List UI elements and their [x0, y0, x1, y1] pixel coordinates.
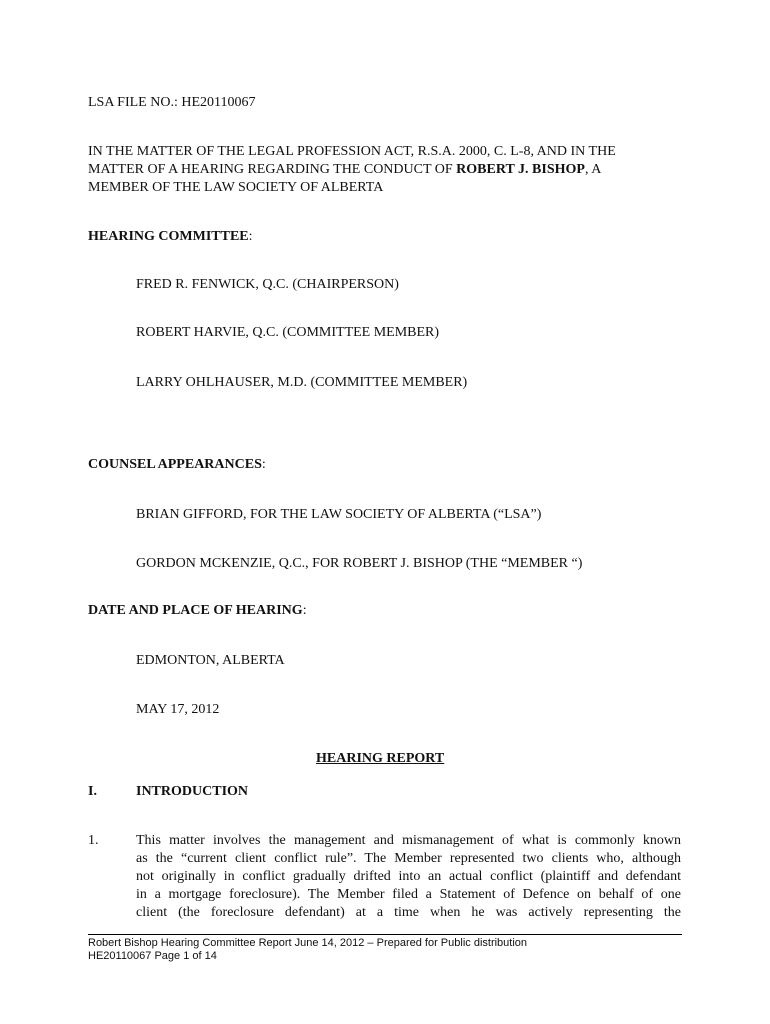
paragraph-line: as the “current client conflict rule”. The Member represented two clients who, although — [136, 851, 681, 866]
matter-line-2 — [88, 161, 601, 179]
counsel-appearances-heading — [88, 456, 266, 474]
footer-divider — [88, 934, 682, 935]
footer-page-number: HE20110067 Page 1 of 14 — [88, 950, 217, 962]
file-number: LSA FILE NO.: HE20110067 — [88, 95, 256, 110]
hearing-place: EDMONTON, ALBERTA — [136, 653, 285, 668]
counsel-member: GORDON MCKENZIE, Q.C., FOR ROBERT J. BISHOP (THE “MEMBER “) — [136, 556, 583, 571]
footer-line-1: Robert Bishop Hearing Committee Report June 14, 2012 – Prepared for Public distribution — [88, 937, 528, 949]
matter-line-2-text: MATTER OF A HEARING REGARDING THE CONDUCT OF — [88, 162, 457, 177]
paragraph-body — [136, 832, 681, 922]
counsel-lsa: BRIAN GIFFORD, FOR THE LAW SOCIETY OF ALBERTA (“LSA”) — [136, 507, 542, 522]
hearing-date: MAY 17, 2012 — [136, 702, 220, 717]
paragraph-line: not originally in conflict gradually drifted into an actual conflict (plaintiff and defendant — [136, 869, 681, 884]
paragraph-line: client (the foreclosure defendant) at a time when he was actively representing the — [136, 905, 681, 920]
counsel-appearances-colon: : — [261, 457, 266, 472]
paragraph-number: 1. — [88, 833, 99, 848]
counsel-appearances-label: COUNSEL APPEARANCES — [88, 457, 262, 472]
date-place-colon: : — [302, 603, 307, 618]
section-title: INTRODUCTION — [136, 784, 249, 799]
paragraph-line: This matter involves the management and mismanagement of what is commonly known — [136, 833, 681, 848]
date-place-heading — [88, 602, 307, 620]
committee-member-3: LARRY OHLHAUSER, M.D. (COMMITTEE MEMBER) — [136, 375, 468, 390]
matter-line-1: IN THE MATTER OF THE LEGAL PROFESSION ACT, R.S.A. 2000, C. L-8, AND IN THE — [88, 144, 616, 159]
committee-member-chair: FRED R. FENWICK, Q.C. (CHAIRPERSON) — [136, 277, 399, 292]
member-name: ROBERT J. BISHOP — [456, 162, 585, 177]
hearing-committee-colon: : — [248, 229, 253, 244]
matter-line-2-suffix: , A — [584, 162, 602, 177]
section-number: I. — [88, 784, 97, 799]
hearing-committee-label: HEARING COMMITTEE — [88, 229, 249, 244]
matter-line-3: MEMBER OF THE LAW SOCIETY OF ALBERTA — [88, 180, 384, 195]
date-place-label: DATE AND PLACE OF HEARING — [88, 603, 303, 618]
paragraph-line: in a mortgage foreclosure). The Member filed a Statement of Defence on behalf of one — [136, 887, 681, 902]
report-title: HEARING REPORT — [316, 751, 445, 766]
hearing-committee-heading — [88, 228, 253, 246]
committee-member-2: ROBERT HARVIE, Q.C. (COMMITTEE MEMBER) — [136, 325, 440, 340]
